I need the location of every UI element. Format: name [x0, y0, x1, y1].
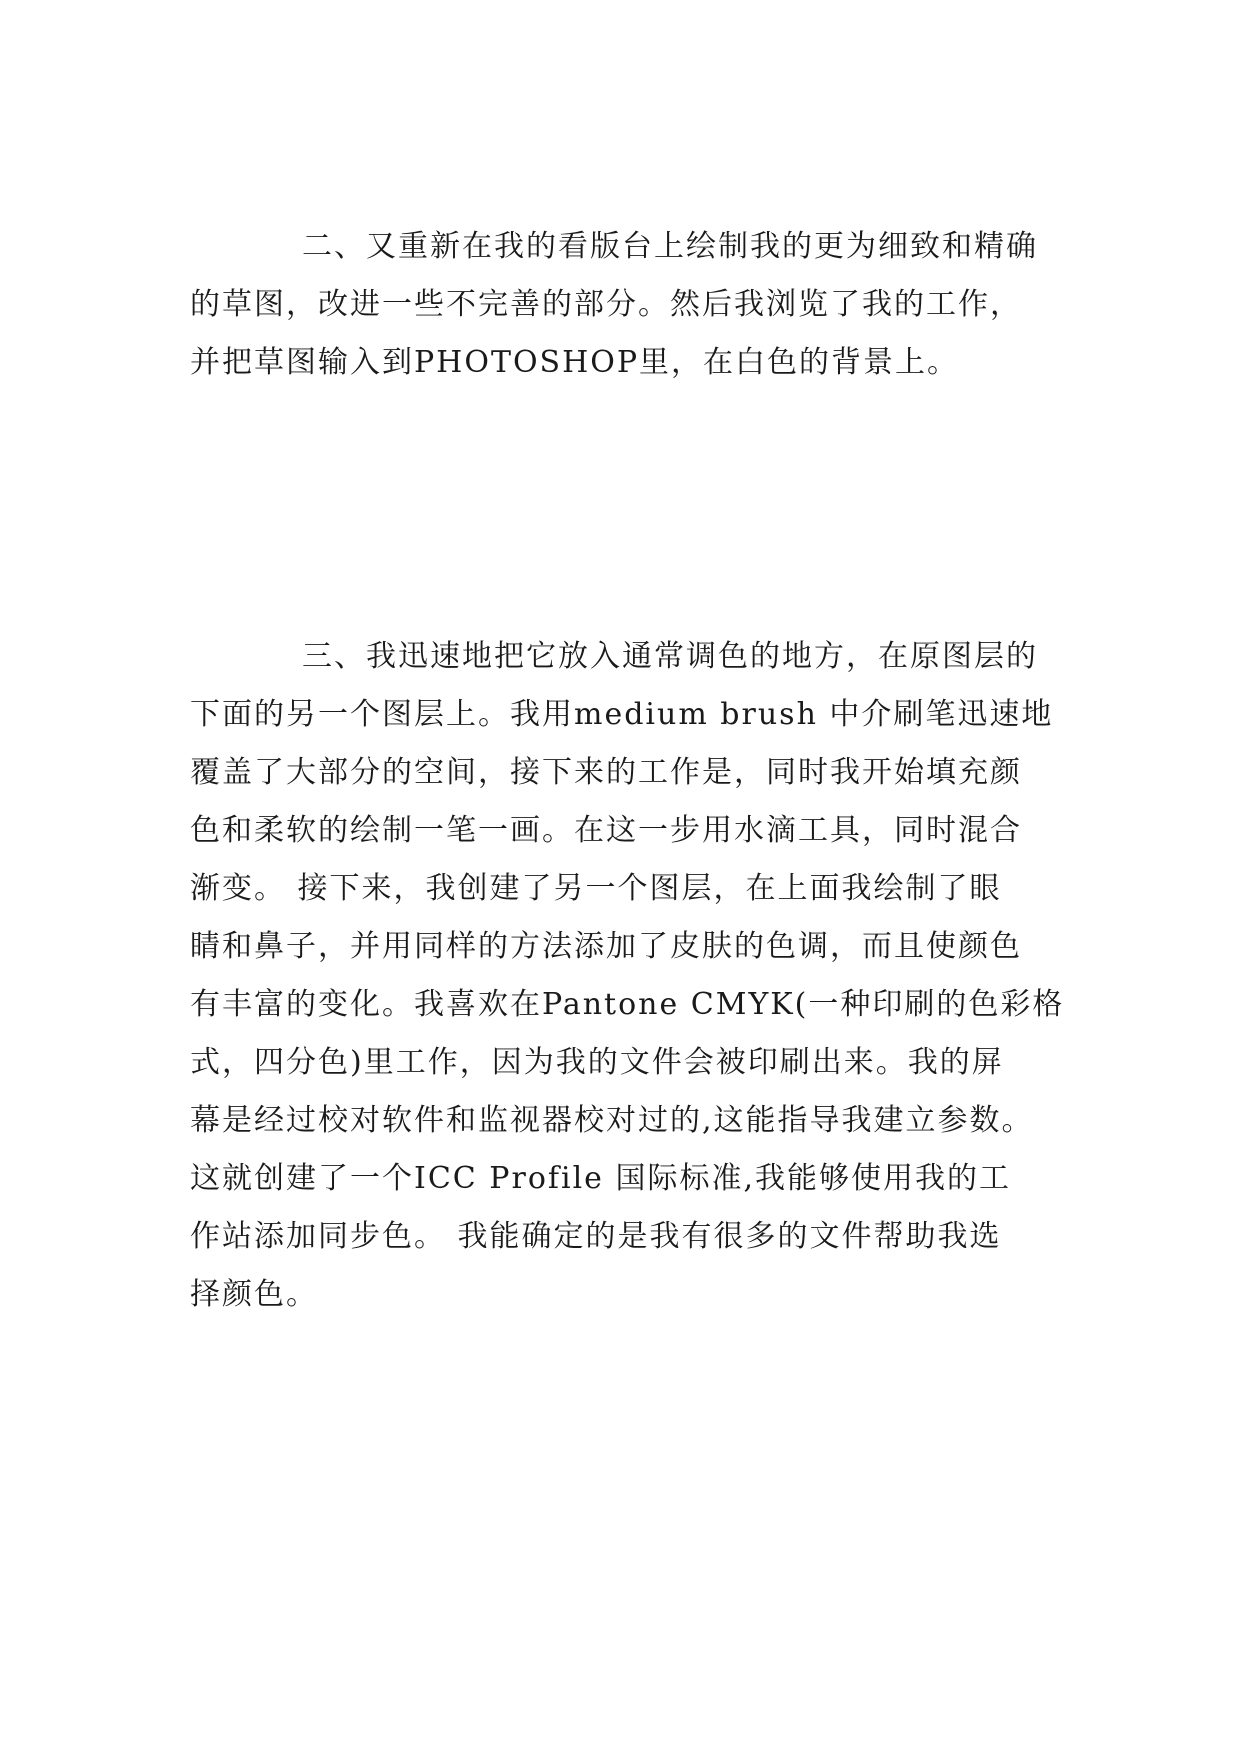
paragraph-line: 择颜色。 [190, 1277, 318, 1312]
paragraph-step-two [190, 218, 1070, 392]
paragraph-line: 下面的另一个图层上。我用medium brush 中介刷笔迅速地 [190, 697, 1054, 732]
paragraph-line: 三、我迅速地把它放入通常调色的地方，在原图层的 [302, 639, 1038, 674]
paragraph-line: 幕是经过校对软件和监视器校对过的,这能指导我建立参数。 [190, 1103, 1034, 1138]
paragraph-step-three [190, 628, 1070, 1324]
paragraph-line: 作站添加同步色。 我能确定的是我有很多的文件帮助我选 [190, 1219, 1002, 1254]
paragraph-line: 有丰富的变化。我喜欢在Pantone CMYK(一种印刷的色彩格 [190, 987, 1065, 1022]
paragraph-line: 二、又重新在我的看版台上绘制我的更为细致和精确 [302, 229, 1038, 264]
paragraph-line: 的草图，改进一些不完善的部分。然后我浏览了我的工作， [190, 287, 1022, 322]
paragraph-line: 并把草图输入到PHOTOSHOP里，在白色的背景上。 [190, 345, 960, 380]
paragraph-line: 渐变。 接下来，我创建了另一个图层，在上面我绘制了眼 [190, 871, 1002, 906]
paragraph-line: 覆盖了大部分的空间，接下来的工作是，同时我开始填充颜 [190, 755, 1022, 790]
paragraph-line: 睛和鼻子，并用同样的方法添加了皮肤的色调，而且使颜色 [190, 929, 1022, 964]
paragraph-line: 这就创建了一个ICC Profile 国际标准,我能够使用我的工 [190, 1161, 1012, 1196]
paragraph-line: 色和柔软的绘制一笔一画。在这一步用水滴工具，同时混合 [190, 813, 1022, 848]
paragraph-line: 式，四分色)里工作，因为我的文件会被印刷出来。我的屏 [190, 1045, 1004, 1080]
